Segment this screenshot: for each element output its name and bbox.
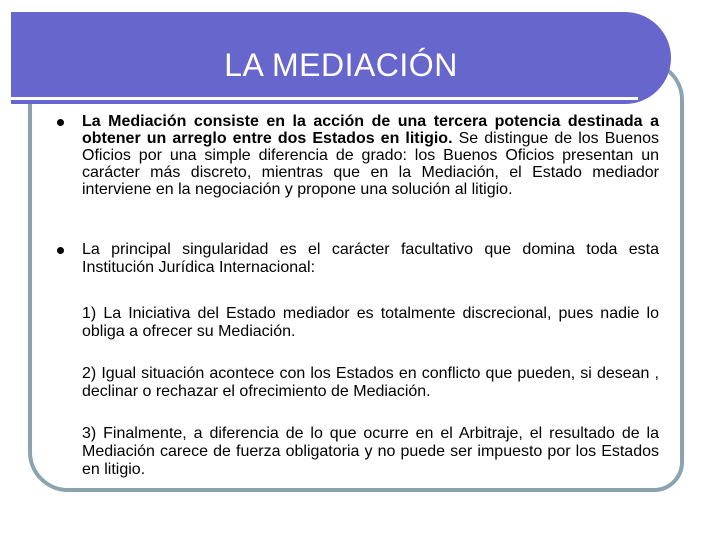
bullet-1-text (82, 113, 659, 198)
title-underline (11, 97, 638, 100)
bullet-dot-2 (57, 247, 64, 254)
bullet-1-rest: Se distingue de los Buenos Oficios por una simple diferencia de grado: los Buenos Oficios presentan un carácter más discreto, mientras que en la Mediación, el Estado mediador interviene en la negociación y propone una solución al litigio. (82, 130, 660, 198)
bullet-2-text: La principal singularidad es el carácter facultativo que domina toda esta Institución Jurídica Internacional: (82, 241, 659, 276)
point-3-text: 3) Finalmente, a diferencia de lo que ocurre en el Arbitraje, el resultado de la Mediación carece de fuerza obligatoria y no puede ser impuesto por los Estados en litigio. (82, 425, 659, 478)
title-bar (11, 12, 671, 104)
bullet-dot-1 (57, 119, 64, 126)
point-2-text: 2) Igual situación acontece con los Estados en conflicto que pueden, si desean , declinar o rechazar el ofrecimiento de Mediación. (82, 365, 659, 400)
slide-title: LA MEDIACIÓN (224, 47, 458, 83)
bullet-1-bold: La Mediación consiste en la acción de una tercera potencia destinada a obtener un arreglo entre dos Estados en litigio. (82, 113, 659, 147)
point-1-text: 1) La Iniciativa del Estado mediador es totalmente discrecional, pues nadie lo obliga a ofrecer su Mediación. (82, 305, 659, 340)
